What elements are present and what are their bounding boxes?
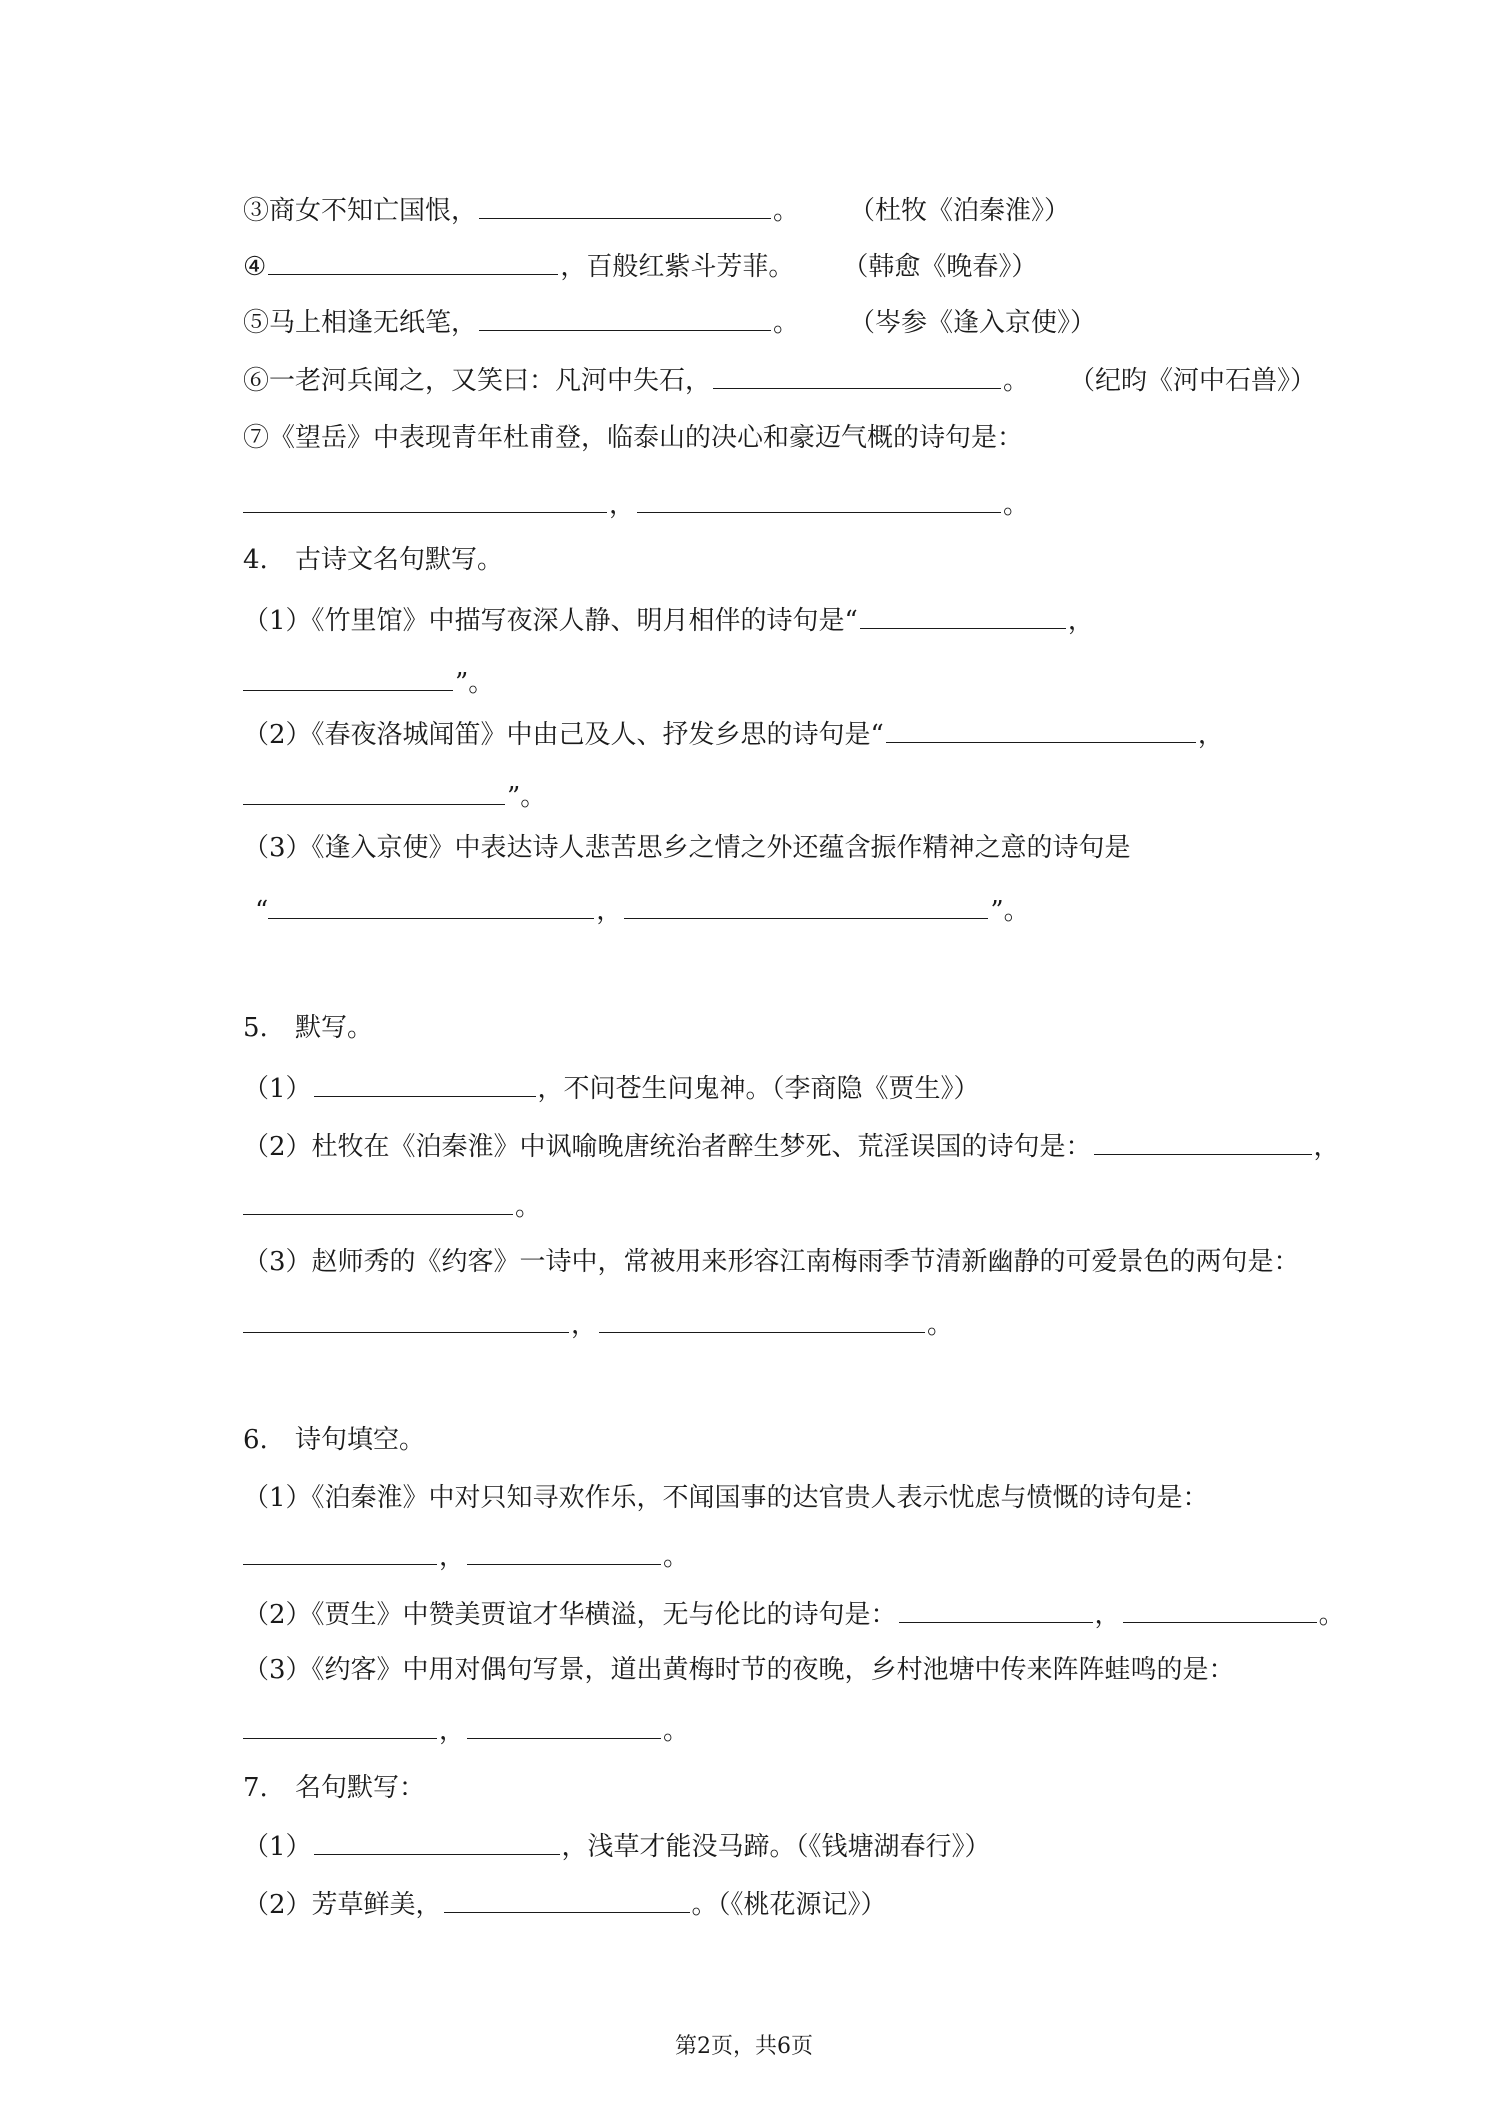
q5-heading: 5. 默写。 [243, 1013, 374, 1043]
q6-part-1-answer: ， 。 [243, 1538, 1338, 1578]
q7-heading: 7. 名句默写： [243, 1773, 426, 1803]
q4-part-3-answer: “ ， ”。 [255, 892, 1338, 932]
blank[interactable] [860, 602, 1066, 629]
q3-item-7: ⑦《望岳》中表现青年杜甫登，临泰山的决心和豪迈气概的诗句是： [243, 423, 1024, 453]
q3-item-7-answer: ， 。 [243, 486, 1338, 526]
blank[interactable] [713, 362, 1001, 389]
blank[interactable] [444, 1886, 690, 1913]
blank[interactable] [243, 1188, 513, 1215]
blank[interactable] [1123, 1596, 1317, 1623]
q5-part-1: （1） ，不问苍生问鬼神。（李商隐《贾生》） [243, 1070, 1338, 1110]
q4-part-2-cont: ”。 [243, 778, 1338, 818]
q5-part-3: （3）赵师秀的《约客》一诗中，常被用来形容江南梅雨季节清新幽静的可爱景色的两句是： [243, 1247, 1300, 1277]
blank[interactable] [479, 304, 771, 331]
q3-item-4: ④ ，百般红紫斗芳菲。 （韩愈《晚春》） [243, 248, 1338, 288]
blank[interactable] [467, 1712, 661, 1739]
blank[interactable] [243, 778, 505, 805]
q5-part-2-cont: 。 [243, 1188, 1338, 1228]
blank[interactable] [243, 664, 453, 691]
q7-part-1: （1） ，浅草才能没马蹄。（《钱塘湖春行》） [243, 1828, 1338, 1868]
q4-part-2: （2）《春夜洛城闻笛》中由己及人、抒发乡思的诗句是“ ， [243, 716, 1338, 756]
blank[interactable] [268, 248, 558, 275]
blank[interactable] [243, 1306, 569, 1333]
blank[interactable] [637, 486, 1001, 513]
q5-part-3-answer: ， 。 [243, 1306, 1338, 1346]
q7-part-2: （2）芳草鲜美， 。（《桃花源记》） [243, 1886, 1338, 1926]
page-footer: 第2页，共6页 [675, 2034, 813, 2059]
blank[interactable] [243, 1712, 437, 1739]
blank[interactable] [899, 1596, 1093, 1623]
q6-heading: 6. 诗句填空。 [243, 1425, 426, 1455]
q3-item-6: ⑥一老河兵闻之，又笑曰：凡河中失石， 。 （纪昀《河中石兽》） [243, 362, 1338, 402]
blank[interactable] [1094, 1128, 1312, 1155]
q4-part-3: （3）《逢入京使》中表达诗人悲苦思乡之情之外还蕴含振作精神之意的诗句是 [243, 833, 1131, 863]
blank[interactable] [314, 1828, 560, 1855]
blank[interactable] [599, 1306, 925, 1333]
q4-part-1: （1）《竹里馆》中描写夜深人静、明月相伴的诗句是“ ， [243, 602, 1338, 642]
blank[interactable] [467, 1538, 661, 1565]
blank[interactable] [314, 1070, 536, 1097]
q3-item-5: ⑤马上相逢无纸笔， 。 （岑参《逢入京使》） [243, 304, 1338, 344]
q6-part-3-answer: ， 。 [243, 1712, 1338, 1752]
blank[interactable] [624, 892, 988, 919]
blank[interactable] [479, 192, 771, 219]
q6-part-2: （2）《贾生》中赞美贾谊才华横溢，无与伦比的诗句是： ， 。 [243, 1596, 1338, 1636]
q4-heading: 4. 古诗文名句默写。 [243, 545, 504, 575]
q3-item-3: ③商女不知亡国恨， 。 （杜牧《泊秦淮》） [243, 192, 1338, 232]
blank[interactable] [243, 486, 607, 513]
q6-part-3: （3）《约客》中用对偶句写景，道出黄梅时节的夜晚，乡村池塘中传来阵阵蛙鸣的是： [243, 1655, 1235, 1685]
blank[interactable] [243, 1538, 437, 1565]
blank[interactable] [886, 716, 1196, 743]
q5-part-2: （2）杜牧在《泊秦淮》中讽喻晚唐统治者醉生梦死、荒淫误国的诗句是： ， [243, 1128, 1338, 1168]
blank[interactable] [268, 892, 594, 919]
q6-part-1: （1）《泊秦淮》中对只知寻欢作乐，不闻国事的达官贵人表示忧虑与愤慨的诗句是： [243, 1483, 1209, 1513]
q4-part-1-cont: ”。 [243, 664, 1338, 704]
